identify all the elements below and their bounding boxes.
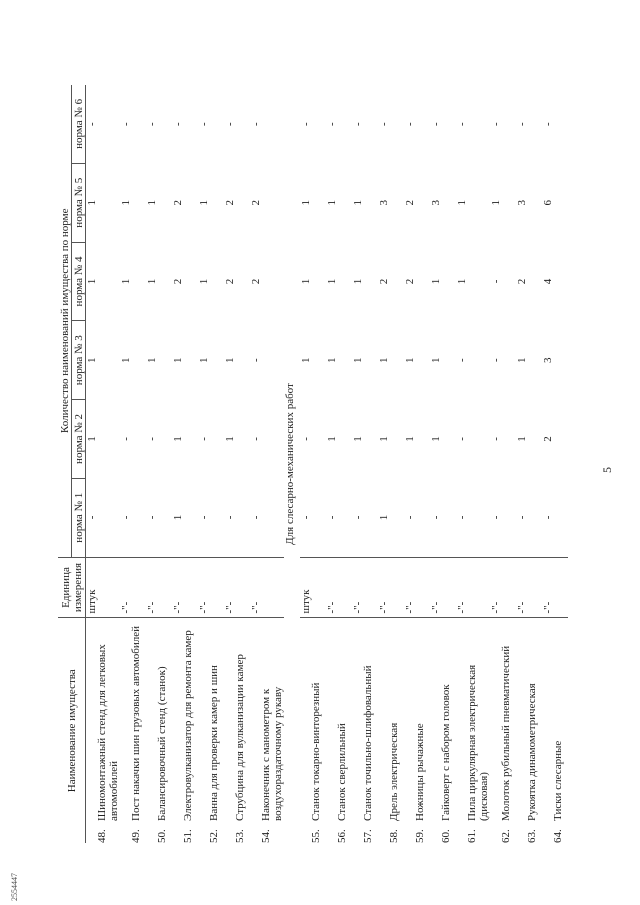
norm-2-value: - xyxy=(146,437,158,441)
norm-2-value: 1 xyxy=(516,436,528,442)
item-unit: -"- xyxy=(352,557,378,618)
norm-6-value: - xyxy=(172,122,184,126)
property-norms-table xyxy=(58,85,568,843)
norm-4-value: 2 xyxy=(250,278,262,285)
norm-5-value: 1 xyxy=(326,199,338,206)
item-name-cell xyxy=(300,618,326,843)
item-unit: штук xyxy=(86,557,121,618)
norm-4-value: 2 xyxy=(172,278,184,285)
norm-1-value: - xyxy=(542,515,554,520)
norm-2-value: 1 xyxy=(172,436,184,442)
norm-2-value: - xyxy=(456,437,468,441)
page-number: 5 xyxy=(600,467,614,473)
norm-1-value: 1 xyxy=(378,514,390,521)
item-name: Тиски слесарные xyxy=(552,740,564,821)
norm-5-value: 1 xyxy=(490,199,502,206)
table-row xyxy=(250,85,284,843)
item-unit: штук xyxy=(300,557,326,618)
item-unit: -"- xyxy=(378,557,404,618)
norm-4-value: 2 xyxy=(224,278,236,285)
norm-5-value: 2 xyxy=(224,199,236,206)
norm-1-value: - xyxy=(224,515,236,520)
table-row xyxy=(516,85,542,843)
norm-3-value: - xyxy=(456,358,468,363)
header-norm-1: норма № 1 xyxy=(72,478,86,557)
norm-1-value: - xyxy=(300,515,312,520)
norm-4-value: 1 xyxy=(352,278,364,285)
item-unit: -"- xyxy=(542,557,568,618)
norm-4-value: 2 xyxy=(404,278,416,285)
item-unit: -"- xyxy=(120,557,146,618)
norm-3-value: 1 xyxy=(120,357,132,363)
norm-3-value: 1 xyxy=(516,357,528,363)
item-name: Электровулканизатор для ремонта камер xyxy=(182,630,194,821)
norm-2-value: - xyxy=(490,437,502,441)
item-unit: -"- xyxy=(250,557,284,618)
norm-1-value: - xyxy=(198,515,210,520)
item-name: Наконечник с манометром к воздухораздаточному рукаву xyxy=(260,686,284,821)
item-name: Пила циркулярная электрическая (дисковая) xyxy=(466,664,490,821)
table-row xyxy=(224,85,250,843)
norm-5-value: 2 xyxy=(172,199,184,206)
item-number: 48. xyxy=(96,829,108,843)
item-name-cell xyxy=(172,618,198,843)
item-name-cell xyxy=(456,618,490,843)
norm-3-value: 1 xyxy=(378,357,390,363)
item-name: Пост накачки шин грузовых автомобилей xyxy=(130,626,142,821)
item-name-cell xyxy=(516,618,542,843)
item-name-cell xyxy=(198,618,224,843)
norm-1-value: - xyxy=(490,515,502,520)
norm-6-value: - xyxy=(300,122,312,126)
norm-4-value: 1 xyxy=(326,278,338,285)
norm-4-value: 1 xyxy=(198,278,210,285)
norm-3-value: 1 xyxy=(172,357,184,363)
table-row xyxy=(352,85,378,843)
norm-5-value: 1 xyxy=(86,199,98,206)
norm-6-value: - xyxy=(86,122,98,126)
item-number: 53. xyxy=(234,829,246,843)
item-unit: -"- xyxy=(490,557,516,618)
norm-3-value: 1 xyxy=(86,357,98,363)
item-name: Дрель электрическая xyxy=(388,722,400,821)
norm-2-value: 1 xyxy=(404,436,416,442)
item-name-cell xyxy=(146,618,172,843)
norm-6-value: - xyxy=(198,122,210,126)
norm-5-value: 3 xyxy=(516,199,528,206)
table-row xyxy=(404,85,430,843)
section-title: Для слесарно-механических работ xyxy=(284,383,296,545)
header-norm-5: норма № 5 xyxy=(72,163,86,242)
item-name: Рукоятка динамометрическая xyxy=(526,683,538,821)
norm-4-value: 1 xyxy=(430,278,442,285)
norm-4-value: 1 xyxy=(300,278,312,285)
norm-2-value: 1 xyxy=(86,436,98,442)
item-number: 51. xyxy=(182,829,194,843)
norm-3-value: - xyxy=(250,358,262,363)
norm-3-value: 1 xyxy=(224,357,236,363)
norm-2-value: 2 xyxy=(542,436,554,442)
norm-4-value: 1 xyxy=(456,278,468,285)
norm-1-value: - xyxy=(352,515,364,520)
norm-1-value: - xyxy=(516,515,528,520)
norm-3-value: 3 xyxy=(542,357,554,363)
item-name: Струбцина для вулканизации камер xyxy=(234,654,246,821)
norm-6-value: - xyxy=(326,122,338,126)
norm-3-value: - xyxy=(490,358,502,363)
norm-4-value: 1 xyxy=(120,278,132,285)
norm-2-value: 1 xyxy=(326,436,338,442)
norm-1-value: - xyxy=(146,515,158,520)
item-name: Шиномонтажный стенд для легковых автомобилей xyxy=(96,644,120,821)
norm-5-value: 2 xyxy=(404,199,416,206)
item-name: Станок точильно-шлифовальный xyxy=(362,665,374,821)
norm-1-value: - xyxy=(430,515,442,520)
item-name: Ванна для проверки камер и шин xyxy=(208,665,220,821)
norm-1-value: 1 xyxy=(172,514,184,521)
norm-5-value: 6 xyxy=(542,199,554,206)
item-name-cell xyxy=(378,618,404,843)
header-norm-3: норма № 3 xyxy=(72,321,86,400)
item-number: 49. xyxy=(130,829,142,843)
item-name-cell xyxy=(490,618,516,843)
item-number: 56. xyxy=(336,829,348,843)
item-unit: -"- xyxy=(146,557,172,618)
norm-3-value: 1 xyxy=(326,357,338,363)
norm-6-value: - xyxy=(490,122,502,126)
item-number: 54. xyxy=(260,829,272,843)
header-norm-6: норма № 6 xyxy=(72,85,86,163)
item-number: 60. xyxy=(440,829,452,843)
item-name-cell xyxy=(224,618,250,843)
item-name-cell xyxy=(120,618,146,843)
norm-1-value: - xyxy=(456,515,468,520)
norm-4-value: 1 xyxy=(86,278,98,285)
item-name: Ножницы рычажные xyxy=(414,723,426,821)
norm-4-value: 2 xyxy=(516,278,528,285)
table-row xyxy=(456,85,490,843)
norm-1-value: - xyxy=(404,515,416,520)
table-row xyxy=(326,85,352,843)
table-row xyxy=(146,85,172,843)
table-row xyxy=(490,85,516,843)
item-name-cell xyxy=(250,618,284,843)
norm-6-value: - xyxy=(224,122,236,126)
norm-5-value: 2 xyxy=(250,199,262,206)
item-name: Гайковерт с набором головок xyxy=(440,684,452,821)
norm-6-value: - xyxy=(378,122,390,126)
norm-3-value: 1 xyxy=(146,357,158,363)
header-group: Количество наименований имущества по норме xyxy=(58,85,72,557)
norm-5-value: 1 xyxy=(456,199,468,206)
norm-1-value: - xyxy=(326,515,338,520)
norm-3-value: 1 xyxy=(352,357,364,363)
table-row xyxy=(430,85,456,843)
item-name: Балансировочный стенд (станок) xyxy=(156,666,168,821)
item-number: 55. xyxy=(310,829,322,843)
norm-6-value: - xyxy=(146,122,158,126)
item-number: 61. xyxy=(466,829,478,843)
header-norm-2: норма № 2 xyxy=(72,400,86,479)
norm-3-value: 1 xyxy=(404,357,416,363)
norm-4-value: - xyxy=(490,279,502,284)
item-number: 57. xyxy=(362,829,374,843)
norm-4-value: 2 xyxy=(378,278,390,285)
table-row xyxy=(172,85,198,843)
norm-6-value: - xyxy=(542,122,554,126)
item-name-cell xyxy=(404,618,430,843)
norm-3-value: 1 xyxy=(300,357,312,363)
item-number: 52. xyxy=(208,829,220,843)
item-name: Молоток рубильный пневматический xyxy=(500,645,512,821)
header-name: Наименование имущества xyxy=(58,618,86,843)
item-unit: -"- xyxy=(516,557,542,618)
item-unit: -"- xyxy=(198,557,224,618)
norm-2-value: 1 xyxy=(352,436,364,442)
rows-tire-service xyxy=(86,85,285,843)
item-number: 63. xyxy=(526,829,538,843)
item-name-cell xyxy=(430,618,456,843)
norm-1-value: - xyxy=(86,515,98,520)
table-row xyxy=(542,85,568,843)
norm-5-value: 1 xyxy=(300,199,312,206)
norm-5-value: 1 xyxy=(146,199,158,206)
norm-6-value: - xyxy=(250,122,262,126)
item-unit: -"- xyxy=(456,557,490,618)
norm-2-value: 1 xyxy=(378,436,390,442)
item-name-cell xyxy=(86,618,121,843)
norm-5-value: 1 xyxy=(198,199,210,206)
norm-1-value: - xyxy=(120,515,132,520)
document-id: 2554447 xyxy=(10,873,19,901)
norm-2-value: 1 xyxy=(430,436,442,442)
norm-5-value: 3 xyxy=(430,199,442,206)
norm-6-value: - xyxy=(352,122,364,126)
table-row xyxy=(300,85,326,843)
norm-6-value: - xyxy=(430,122,442,126)
table-row xyxy=(120,85,146,843)
item-unit: -"- xyxy=(404,557,430,618)
norm-3-value: 1 xyxy=(430,357,442,363)
norm-5-value: 1 xyxy=(352,199,364,206)
norm-2-value: - xyxy=(120,437,132,441)
item-name-cell xyxy=(352,618,378,843)
item-unit: -"- xyxy=(430,557,456,618)
norm-4-value: 1 xyxy=(146,278,158,285)
norm-5-value: 1 xyxy=(120,199,132,206)
norm-1-value: - xyxy=(250,515,262,520)
table-row xyxy=(378,85,404,843)
table-row xyxy=(86,85,121,843)
item-name-cell xyxy=(542,618,568,843)
table-row xyxy=(198,85,224,843)
item-number: 59. xyxy=(414,829,426,843)
header-unit: Единица измерения xyxy=(58,557,86,618)
item-unit: -"- xyxy=(326,557,352,618)
item-number: 58. xyxy=(388,829,400,843)
item-unit: -"- xyxy=(224,557,250,618)
rows-metalwork xyxy=(300,85,568,843)
norm-5-value: 3 xyxy=(378,199,390,206)
norm-2-value: - xyxy=(250,437,262,441)
item-number: 50. xyxy=(156,829,168,843)
norm-6-value: - xyxy=(404,122,416,126)
norm-6-value: - xyxy=(516,122,528,126)
item-name: Станок токарно-винторезный xyxy=(310,682,322,821)
norm-6-value: - xyxy=(456,122,468,126)
norm-2-value: 1 xyxy=(224,436,236,442)
header-norm-4: норма № 4 xyxy=(72,242,86,321)
item-name: Станок сверлильный xyxy=(336,723,348,821)
item-number: 64. xyxy=(552,829,564,843)
item-number: 62. xyxy=(500,829,512,843)
item-name-cell xyxy=(326,618,352,843)
norm-2-value: - xyxy=(198,437,210,441)
norm-6-value: - xyxy=(120,122,132,126)
item-unit: -"- xyxy=(172,557,198,618)
norm-4-value: 4 xyxy=(542,278,554,285)
norm-3-value: 1 xyxy=(198,357,210,363)
norm-2-value: - xyxy=(300,437,312,441)
